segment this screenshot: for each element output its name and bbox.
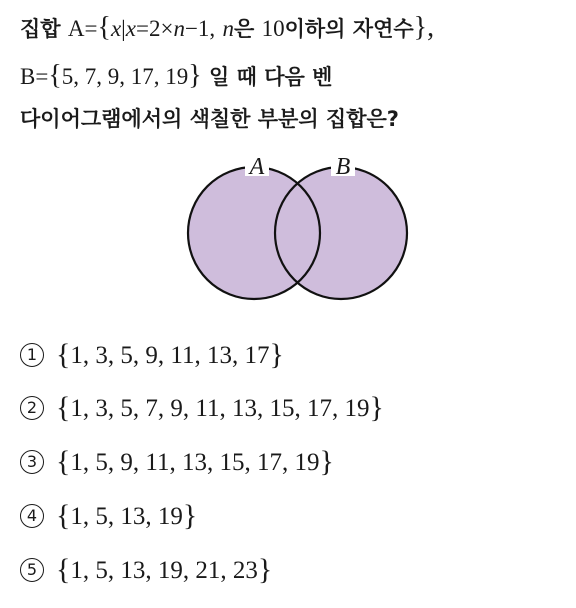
variable-x: x (125, 16, 136, 41)
keyword-natural-number: 이하의 자연수 (284, 17, 414, 41)
keyword-condition: 일 때 다음 벤 (209, 65, 333, 89)
choice-values: 1, 5, 9, 11, 13, 15, 17, 19 (70, 449, 320, 476)
brace-open: { (48, 60, 62, 91)
set-b-elements: 5, 7, 9, 17, 19 (61, 64, 189, 89)
variable-n: n (222, 16, 234, 41)
set-b-name: B (20, 64, 36, 89)
brace-close: } (369, 391, 384, 424)
brace-open: { (56, 391, 71, 424)
choice-marker: 3 (20, 450, 44, 474)
question-line-3: 다이어그램에서의 색칠한 부분의 집합은? (20, 107, 399, 131)
brace-close: } (319, 445, 334, 478)
venn-label-a: A (249, 154, 265, 180)
brace-open: { (56, 553, 71, 586)
choice-values: 1, 3, 5, 9, 11, 13, 17 (70, 342, 270, 369)
choice-marker: 1 (20, 343, 44, 367)
variable-n: n (173, 16, 185, 41)
brace-open: { (56, 499, 71, 532)
equals-sign: = (84, 16, 98, 41)
question-line-2 (20, 60, 332, 92)
choice-marker: 4 (20, 504, 44, 528)
brace-close: }, (413, 12, 435, 43)
set-a-name: A (67, 16, 85, 41)
equals-sign: = (35, 64, 49, 89)
choice-values: 1, 3, 5, 7, 9, 11, 13, 15, 17, 19 (70, 395, 370, 422)
choice-1[interactable] (20, 338, 284, 372)
variable-x: x (110, 16, 122, 41)
choice-3[interactable] (20, 445, 334, 479)
brace-open: { (56, 445, 71, 478)
brace-open: { (97, 12, 111, 43)
brace-open: { (56, 338, 71, 371)
brace-close: } (188, 60, 202, 91)
choice-marker: 5 (20, 558, 44, 582)
formula-part: −1, (184, 16, 216, 41)
question-line-1 (20, 12, 434, 44)
choice-values: 1, 5, 13, 19 (70, 503, 183, 530)
keyword-set: 집합 (20, 17, 61, 41)
venn-label-b: B (335, 154, 351, 180)
keyword-eun: 은 (234, 17, 255, 41)
brace-close: } (257, 553, 273, 586)
formula-part: =2× (136, 16, 174, 41)
number-ten: 10 (261, 16, 285, 41)
set-builder-bar: | (121, 16, 126, 41)
venn-diagram (185, 150, 415, 305)
choice-5[interactable] (20, 553, 272, 587)
brace-close: } (269, 338, 284, 371)
choice-2[interactable] (20, 391, 384, 425)
choice-4[interactable] (20, 499, 197, 533)
brace-close: } (182, 499, 198, 532)
choice-values: 1, 5, 13, 19, 21, 23 (70, 557, 258, 584)
choice-marker: 2 (20, 396, 44, 420)
